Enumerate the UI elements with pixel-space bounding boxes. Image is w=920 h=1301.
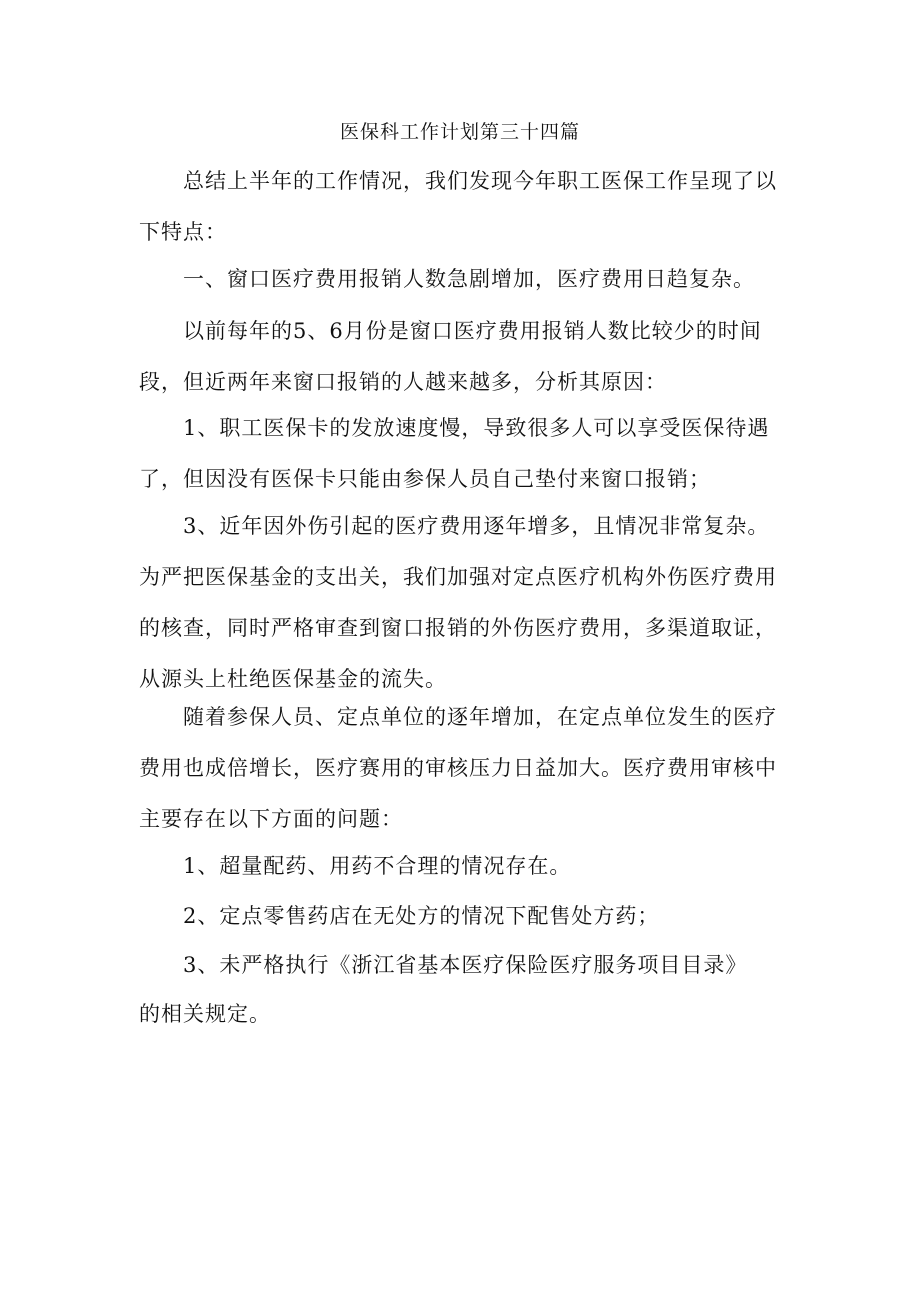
paragraph-point-one: 一、窗口医疗费用报销人数急剧增加，医疗费用日趋复杂。	[183, 267, 755, 291]
paragraph-problem-3-tail: 的相关规定。	[139, 1002, 271, 1026]
paragraph-window-reimbursement: 以前每年的5、6月份是窗口医疗费用报销人数比较少的时间段，但近两年来窗口报销的人越来越多，分析其原因：	[139, 319, 762, 394]
paragraph-problem-2: 2、定点零售药店在无处方的情况下配售处方药；	[183, 904, 660, 928]
paragraph-reason-1: 1、职工医保卡的发放速度慢，导致很多人可以享受医保待遇了，但因没有医保卡只能由参保人员自己垫付来窗口报销；	[139, 416, 770, 491]
paragraph-problem-3: 3、未严格执行《浙江省基本医疗保险医疗服务项目目录》	[183, 953, 748, 977]
paragraph-summary: 总结上半年的工作情况，我们发现今年职工医保工作呈现了以下特点：	[139, 169, 777, 244]
document-title: 医保科工作计划第三十四篇	[339, 121, 580, 143]
paragraph-problem-1: 1、超量配药、用药不合理的情况存在。	[183, 854, 572, 878]
paragraph-reason-3: 3、近年因外伤引起的医疗费用逐年增多，且情况非常复杂。为严把医保基金的支出关，我们加强对定点医疗机构外伤医疗费用的核查，同时严格审查到窗口报销的外伤医疗费用，多渠道取证，从源头上杜绝医保基金的流失。	[139, 514, 777, 691]
paragraph-review-pressure: 随着参保人员、定点单位的逐年增加，在定点单位发生的医疗费用也成倍增长，医疗赛用的审核压力日益加大。医疗费用审核中主要存在以下方面的问题：	[139, 705, 777, 831]
